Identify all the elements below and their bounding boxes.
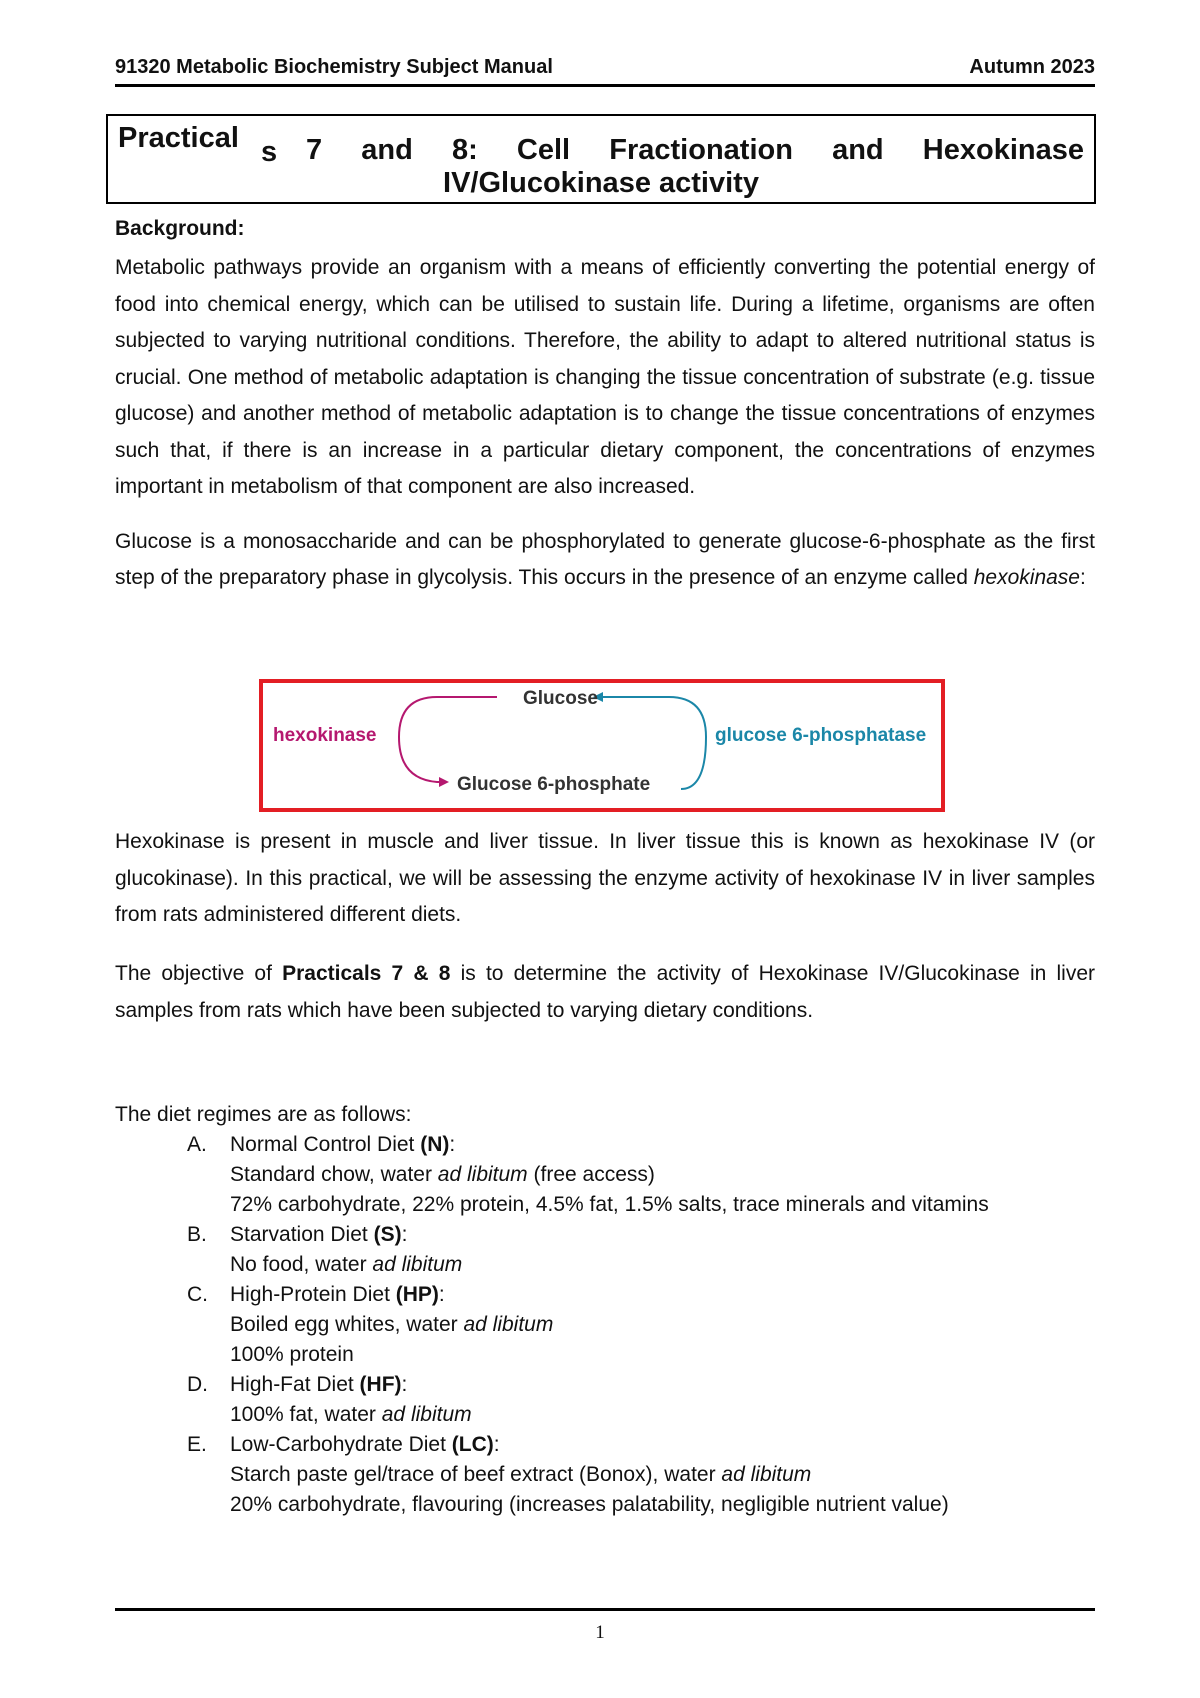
title-practical: Practical: [118, 122, 239, 154]
glucose-6-phosphatase-label: glucose 6-phosphatase: [715, 725, 927, 746]
diet-name: High-Protein Diet: [230, 1283, 396, 1306]
diet-detail-text: 72% carbohydrate, 22% protein, 4.5% fat, 1.5% salts, trace minerals and vitamins: [230, 1193, 989, 1216]
background-heading: Background:: [115, 217, 245, 240]
diet-detail-italic: ad libitum: [381, 1403, 472, 1426]
diet-item: [115, 1280, 1095, 1370]
page-header: [115, 56, 1095, 87]
enzyme-name: hexokinase: [973, 566, 1080, 589]
diet-item: [115, 1130, 1095, 1220]
paragraph-2: [115, 524, 1095, 597]
diet-detail-line: [230, 1340, 1095, 1370]
hexokinase-diagram: [259, 679, 945, 812]
hexokinase-arrow: [399, 697, 497, 782]
paragraph-1: Metabolic pathways provide an organism with a means of efficiently converting the potential energy of food into chemical energy, which can be utilised to sustain life. During a lifetime, organisms are often subjected to varying nutritional conditions. Therefore, the ability to adapt to altered nutritional status is crucial. One method of metabolic adaptation is changing the tissue concentration of substrate (e.g. tissue glucose) and another method of metabolic adaptation is to change the tissue concentrations of enzymes such that, if there is an increase in a particular dietary component, the concentrations of enzymes important in metabolism of that component are also increased.: [115, 256, 1095, 498]
diet-code: (HP): [395, 1283, 439, 1306]
footer-rule: [115, 1608, 1095, 1611]
diet-name-line: [230, 1430, 1095, 1460]
diet-name-line: [230, 1130, 1095, 1160]
diet-colon: :: [401, 1223, 408, 1246]
diet-detail-line: [230, 1400, 1095, 1430]
diet-detail-text: 20% carbohydrate, flavouring (increases palatability, negligible nutrient value): [230, 1493, 949, 1516]
diet-colon: :: [438, 1283, 445, 1306]
diet-detail-text: No food, water: [230, 1253, 373, 1276]
background-section: [115, 216, 1095, 597]
paragraph-4-block: [115, 956, 1095, 1029]
paragraph-2-text: Glucose is a monosaccharide and can be phosphorylated to generate glucose-6-phosphate as the first step of the preparatory phase in glycolysis. This occurs in the presence of an enzyme called: [115, 529, 1095, 589]
page-number: 1: [595, 1622, 605, 1643]
diet-letter: E.: [187, 1433, 207, 1456]
diet-detail-line: [230, 1310, 1095, 1340]
diet-detail-text: 100% fat, water: [230, 1403, 382, 1426]
paragraph-3-block: [115, 824, 1095, 934]
diet-item: [115, 1370, 1095, 1430]
diet-letter: C.: [187, 1283, 208, 1306]
diet-detail-line: [230, 1160, 1095, 1190]
diet-detail-italic: ad libitum: [721, 1463, 812, 1486]
glucose-label: Glucose: [523, 688, 598, 709]
paragraph-4: [115, 956, 1095, 1029]
diet-colon: :: [449, 1133, 456, 1156]
diet-name: Low-Carbohydrate Diet: [230, 1433, 452, 1456]
diet-code: (HF): [359, 1373, 402, 1396]
diet-name: High-Fat Diet: [230, 1373, 360, 1396]
diet-detail-italic: ad libitum: [437, 1163, 528, 1186]
diet-detail-text: 100% protein: [230, 1343, 354, 1366]
diet-list: [115, 1130, 1095, 1520]
title-line-1: [118, 122, 1084, 166]
diet-name: Starvation Diet: [230, 1223, 374, 1246]
diet-code: (N): [420, 1133, 450, 1156]
diet-detail-text: Boiled egg whites, water: [230, 1313, 464, 1336]
paragraph-4-end: is to determine the activity of Hexokinase IV/Glucokinase in liver samples from rats which have been subjected to varying dietary conditions.: [115, 962, 1095, 1022]
glucose6p-label: Glucose 6-phosphate: [457, 774, 651, 795]
diet-letter: B.: [187, 1223, 207, 1246]
diet-letter: D.: [187, 1373, 208, 1396]
diet-detail-line: [230, 1490, 1095, 1520]
diagram-svg: [259, 679, 945, 812]
hexokinase-label: hexokinase: [273, 725, 377, 746]
diet-detail-italic: ad libitum: [372, 1253, 463, 1276]
diet-detail-text: Starch paste gel/trace of beef extract (Bonox), water: [230, 1463, 722, 1486]
paragraph-4-bold: Practicals 7 & 8: [282, 962, 451, 985]
diet-name-line: [230, 1370, 1095, 1400]
diet-item: [115, 1430, 1095, 1520]
diet-detail-line: [230, 1190, 1095, 1220]
title-suffix: s: [261, 136, 278, 168]
diet-colon: :: [401, 1373, 408, 1396]
paragraph-2-end: :: [1079, 566, 1086, 589]
title-rest: 7 and 8: Cell Fractionation and Hexokinase: [306, 134, 1084, 166]
diet-detail-text: Standard chow, water: [230, 1163, 438, 1186]
diet-name-line: [230, 1280, 1095, 1310]
title-line-2: IV/Glucokinase activity: [443, 167, 759, 199]
diet-colon: :: [493, 1433, 500, 1456]
diet-detail-suffix: (free access): [527, 1163, 655, 1186]
paragraph-4-start: The objective of: [115, 962, 283, 985]
term-label: Autumn 2023: [969, 56, 1095, 78]
diet-code: (S): [373, 1223, 402, 1246]
diet-detail-line: [230, 1250, 1095, 1280]
diet-detail-italic: ad libitum: [463, 1313, 554, 1336]
diet-name-line: [230, 1220, 1095, 1250]
diet-name: Normal Control Diet: [230, 1133, 421, 1156]
diet-item: [115, 1220, 1095, 1280]
subject-title: 91320 Metabolic Biochemistry Subject Manual: [115, 56, 553, 78]
diet-code: (LC): [451, 1433, 494, 1456]
diet-detail-line: [230, 1460, 1095, 1490]
title-box: [106, 114, 1096, 204]
paragraph-3: Hexokinase is present in muscle and liver tissue. In liver tissue this is known as hexokinase IV (or glucokinase). In this practical, we will be assessing the enzyme activity of hexokinase IV in liver samples from rats administered different diets.: [115, 830, 1095, 926]
diet-intro: The diet regimes are as follows:: [115, 1103, 412, 1126]
diet-letter: A.: [187, 1133, 207, 1156]
